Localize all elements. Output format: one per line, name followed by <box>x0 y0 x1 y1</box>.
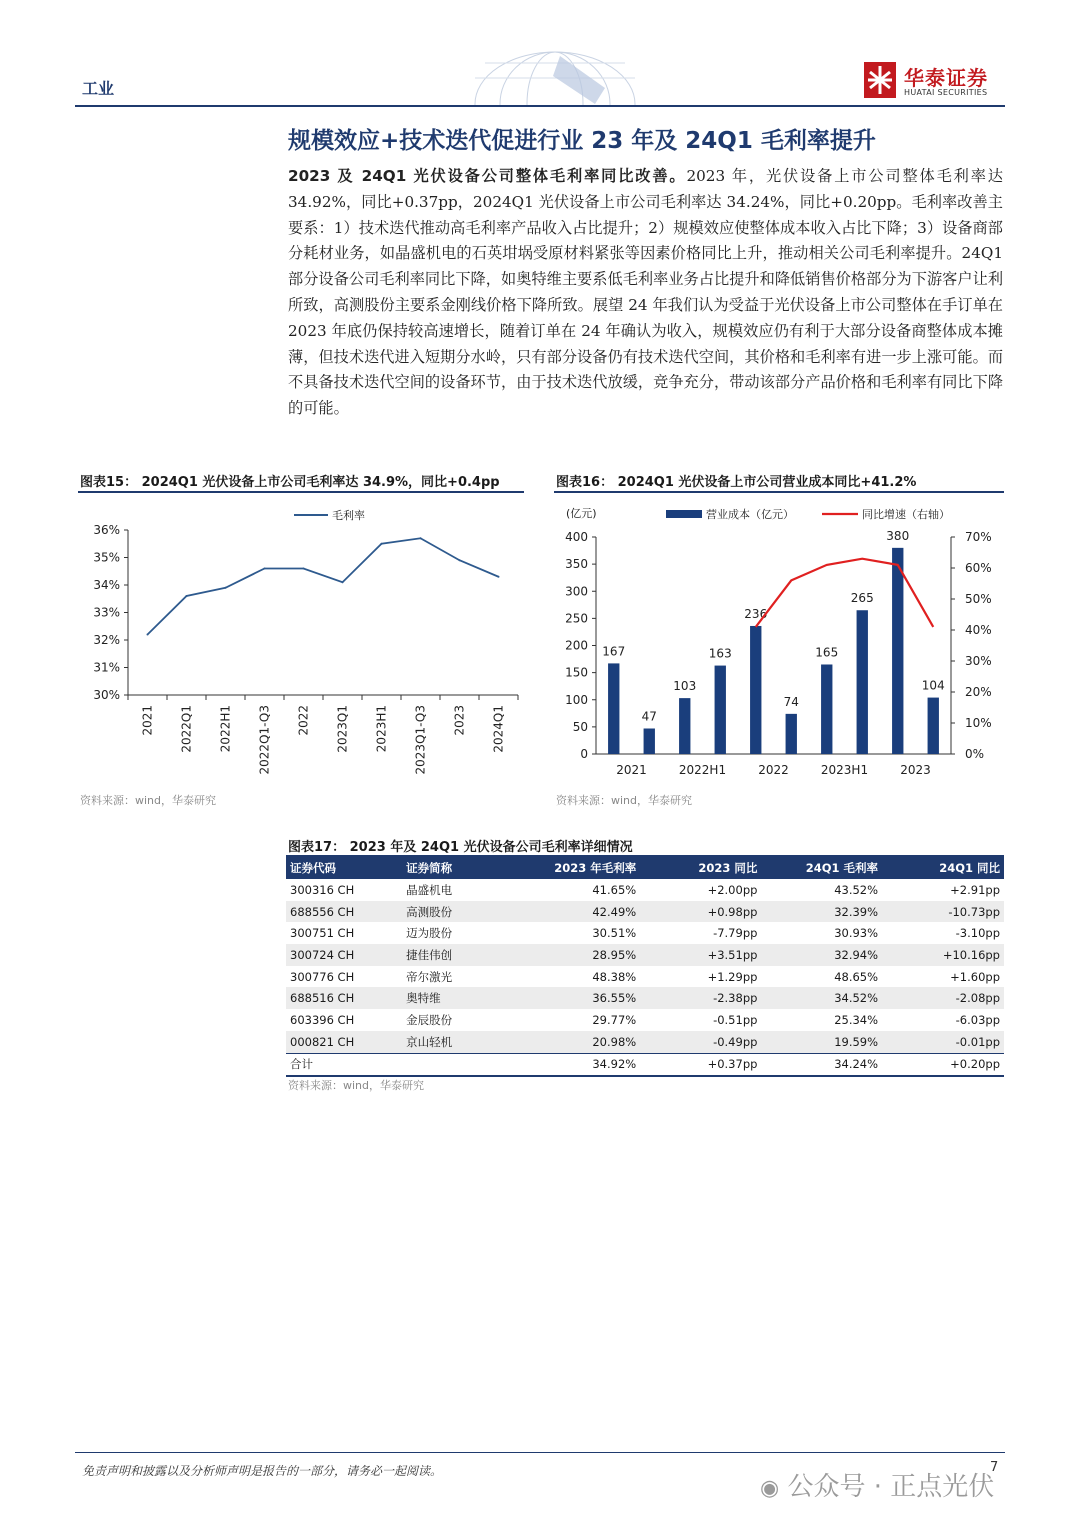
x-tick-label: 2021 <box>140 705 155 736</box>
x-tick-label: 2022H1 <box>218 705 233 753</box>
cell-name: 捷佳伟创 <box>402 944 515 966</box>
table-row <box>286 1031 1004 1053</box>
fig16-combo-chart <box>554 498 1004 780</box>
x-tick-label: 2023Q1-Q3 <box>413 705 428 775</box>
total-cell-code: 合计 <box>286 1053 402 1076</box>
y-tick-label: 32% <box>93 633 120 647</box>
data-point <box>225 587 227 589</box>
x-tick-label: 2022Q1-Q3 <box>257 705 272 775</box>
x-tick-label: 2023 <box>452 705 467 736</box>
cell-2023-yoy: -0.49pp <box>640 1031 761 1053</box>
y2-tick-label: 0% <box>965 747 985 761</box>
cell-name: 晶盛机电 <box>406 882 453 897</box>
data-label: 265 <box>850 591 874 606</box>
cell-24q1-margin: 30.93% <box>834 926 879 941</box>
cell-24q1-yoy: -10.73pp <box>882 901 1004 923</box>
cell-2023-margin: 41.65% <box>592 882 637 897</box>
data-point <box>459 559 461 561</box>
data-label: 163 <box>708 646 732 661</box>
col-header-24q1-yoy: 24Q1 同比 <box>882 857 1004 879</box>
y-tick-label: 33% <box>93 605 120 620</box>
fig15-title: 图表15： 2024Q1 光伏设备上市公司毛利率达 34.9%，同比+0.4pp <box>80 475 500 490</box>
data-label: 104 <box>921 678 945 693</box>
x-tick-label: 2023 <box>900 763 931 777</box>
cell-code: 000821 CH <box>286 1031 402 1053</box>
cell-24q1-margin: 32.94% <box>761 944 882 966</box>
x-tick-label: 2022H1 <box>678 763 727 777</box>
y2-tick-label: 40% <box>965 623 992 637</box>
col-header-name: 证券简称 <box>402 857 515 879</box>
x-tick-label: 2023H1 <box>820 763 869 777</box>
x-tick-label: 2022 <box>296 705 311 736</box>
section-title: 规模效应+技术迭代促进行业 23 年及 24Q1 毛利率提升 <box>288 128 876 154</box>
legend-label-bar: 营业成本（亿元） <box>706 508 794 521</box>
cell-24q1-margin: 43.52% <box>834 882 879 897</box>
cell-24q1-margin: 48.65% <box>834 969 879 984</box>
cell-code: 300724 CH <box>286 944 402 966</box>
wechat-icon: ◉ <box>760 1476 780 1501</box>
fig17-title: 图表17： 2023 年及 24Q1 光伏设备公司毛利率详细情况 <box>288 840 633 855</box>
body-lead: 2023 及 24Q1 光伏设备公司整体毛利率同比改善。 <box>288 167 687 185</box>
cell-name: 奥特维 <box>402 987 515 1009</box>
y2-tick-label: 10% <box>965 716 992 730</box>
bar <box>644 729 655 754</box>
cell-2023-yoy: +1.29pp <box>707 969 758 984</box>
col-header-24q1-margin: 24Q1 毛利率 <box>761 857 882 879</box>
cell-24q1-margin: 32.39% <box>761 901 882 923</box>
cell-2023-yoy: -2.38pp <box>640 987 761 1009</box>
y2-tick-label: 30% <box>965 654 992 668</box>
wechat-watermark <box>760 1466 994 1503</box>
table-row <box>286 901 1004 923</box>
cell-name: 金辰股份 <box>406 1012 453 1027</box>
cell-24q1-yoy: +1.60pp <box>950 969 1000 984</box>
x-tick-label: 2023H1 <box>374 705 389 753</box>
cell-2023-margin: 29.77% <box>592 1012 637 1027</box>
table-row <box>286 987 1004 1009</box>
bar <box>857 610 868 754</box>
y2-tick-label: 20% <box>965 685 992 699</box>
fig16-title: 图表16： 2024Q1 光伏设备上市公司营业成本同比+41.2% <box>556 475 917 490</box>
y-tick-label: 35% <box>93 550 120 565</box>
y-tick-label: 250 <box>565 611 588 626</box>
total-cell-24q1-margin: 34.24% <box>761 1053 882 1076</box>
y-tick-label: 200 <box>565 638 588 653</box>
bar <box>679 698 690 754</box>
bar <box>608 663 619 754</box>
cell-name: 迈为股份 <box>406 926 453 941</box>
data-label: 74 <box>783 694 799 709</box>
total-cell-2023-yoy: +0.37pp <box>640 1053 761 1076</box>
cell-24q1-yoy: -0.01pp <box>882 1031 1004 1053</box>
body-paragraph <box>288 164 1003 422</box>
cell-code: 300751 CH <box>290 926 355 941</box>
cell-24q1-margin: 25.34% <box>834 1012 879 1027</box>
fig16-title-rule <box>554 491 1004 493</box>
logo-mark-icon <box>864 62 896 98</box>
cell-2023-yoy: +0.98pp <box>640 901 761 923</box>
y-tick-label: 350 <box>565 557 588 572</box>
fig15-title-rule <box>78 491 524 493</box>
cell-24q1-margin: 34.52% <box>761 987 882 1009</box>
y-tick-label: 30% <box>93 688 120 702</box>
y-tick-label: 300 <box>565 584 588 599</box>
fig15-line-chart <box>78 498 526 780</box>
data-label: 380 <box>886 528 910 543</box>
cell-2023-yoy: -7.79pp <box>713 926 758 941</box>
body-text: 2023 年，光伏设备上市公司整体毛利率达 34.92%，同比+0.37pp，2024Q1 光伏设备上市公司毛利率达 34.24%，同比+0.20pp。毛利率改善主要系：1）技术迭代推动高毛利率产品收入占比提升；2）规模效应使整体成本收入占比下降；3）设备商部分耗材业务，如晶盛机电的石英坩埚受原材料紧张等因素价格同比上升，推动相关公司毛利率提升。24Q1 部分设备公司毛利率同比下降，如奥特维主要系低毛利率业务占比提升和降低销售价格部分为下游客户让利所致，高测股份主要系金刚线价格下降所致。展望 24 年我们认为受益于光伏设备上市公司整体在手订单在 2023 年底仍保持较高速增长，随着订单在 24 年确认为收入，规模效应仍有利于大部分设备商整体成本摊薄，但技术迭代进入短期分水岭，只有部分设备仍有技术迭代空间，其价格和毛利率有进一步上涨可能。而不具备技术迭代空间的设备环节，由于技术迭代放缓，竞争充分，带动该部分产品价格和毛利率有同比下降的可能。 <box>288 167 1003 418</box>
col-header-2023-yoy: 2023 同比 <box>640 857 761 879</box>
x-tick-label: 2023Q1 <box>335 705 350 753</box>
series-line-yoy <box>756 559 934 627</box>
cell-code: 688556 CH <box>286 901 402 923</box>
bar <box>750 626 761 754</box>
globe-decoration <box>455 48 655 106</box>
cell-code: 300316 CH <box>290 882 355 897</box>
total-cell-24q1-yoy: +0.20pp <box>882 1053 1004 1076</box>
y2-tick-label: 70% <box>965 530 992 544</box>
table-row <box>286 922 1004 944</box>
data-point <box>498 576 500 578</box>
footer-disclaimer: 免责声明和披露以及分析师声明是报告的一部分，请务必一起阅读。 <box>82 1464 443 1478</box>
series-line-毛利率 <box>148 538 499 634</box>
table-body <box>286 879 1004 1076</box>
cell-2023-margin: 36.55% <box>515 987 640 1009</box>
y-tick-label: 36% <box>93 523 120 537</box>
y2-tick-label: 50% <box>965 592 992 606</box>
total-cell-name <box>402 1053 515 1076</box>
cell-name: 京山轻机 <box>402 1031 515 1053</box>
legend-label: 毛利率 <box>332 509 365 522</box>
y2-tick-label: 60% <box>965 561 992 575</box>
x-tick-label: 2022 <box>758 763 789 777</box>
x-tick-label: 2024Q1 <box>491 705 506 753</box>
bar <box>821 664 832 754</box>
data-point <box>420 537 422 539</box>
data-point <box>264 568 266 570</box>
bar <box>786 714 797 754</box>
fig16-source: 资料来源：wind，华泰研究 <box>556 794 693 807</box>
bar <box>892 548 903 754</box>
cell-24q1-yoy: +2.91pp <box>950 882 1000 897</box>
header-rule <box>75 105 1005 107</box>
cell-24q1-yoy: -6.03pp <box>955 1012 1000 1027</box>
logo-cn-text: 华泰证券 <box>904 66 988 90</box>
data-point <box>186 595 188 597</box>
cell-code: 603396 CH <box>290 1012 355 1027</box>
table-row <box>286 1009 1004 1031</box>
data-point <box>342 581 344 583</box>
y-tick-label: 34% <box>93 578 120 592</box>
x-tick-label: 2022Q1 <box>179 705 194 753</box>
cell-2023-yoy: +3.51pp <box>640 944 761 966</box>
data-label: 165 <box>815 645 839 660</box>
cell-2023-margin: 20.98% <box>515 1031 640 1053</box>
bar <box>928 698 939 754</box>
y-tick-label: 50 <box>572 719 588 734</box>
col-header-code: 证券代码 <box>286 857 402 879</box>
cell-code: 688516 CH <box>286 987 402 1009</box>
table-header-row <box>286 857 1004 879</box>
data-label: 167 <box>602 644 626 659</box>
cell-24q1-margin: 19.59% <box>761 1031 882 1053</box>
cell-name: 帝尔激光 <box>406 969 453 984</box>
y-tick-label: 100 <box>565 692 588 707</box>
y-tick-label: 150 <box>565 665 588 680</box>
cell-2023-margin: 28.95% <box>515 944 640 966</box>
cell-2023-yoy: -0.51pp <box>713 1012 758 1027</box>
y-tick-label: 0 <box>580 747 588 761</box>
total-cell-2023-margin: 34.92% <box>515 1053 640 1076</box>
sector-label: 工业 <box>82 79 115 98</box>
data-point <box>303 568 305 570</box>
cell-2023-margin: 30.51% <box>592 926 637 941</box>
x-tick-label: 2021 <box>616 763 647 777</box>
table-row <box>286 966 1004 988</box>
data-label: 103 <box>673 679 697 694</box>
bar <box>715 666 726 754</box>
table-row <box>286 944 1004 966</box>
cell-code: 300776 CH <box>290 969 355 984</box>
cell-name: 高测股份 <box>402 901 515 923</box>
col-header-2023-margin: 2023 年毛利率 <box>515 857 640 879</box>
data-point <box>147 634 149 636</box>
cell-2023-margin: 48.38% <box>592 969 637 984</box>
cell-2023-margin: 42.49% <box>515 901 640 923</box>
cell-2023-yoy: +2.00pp <box>707 882 758 897</box>
fig15-source: 资料来源：wind，华泰研究 <box>80 794 217 807</box>
watermark-text: 公众号 · 正点光伏 <box>787 1472 995 1502</box>
data-label: 47 <box>641 709 657 724</box>
cell-24q1-yoy: +10.16pp <box>882 944 1004 966</box>
footer-rule <box>75 1452 1005 1453</box>
legend-swatch-bar <box>666 510 702 518</box>
table-row <box>286 879 1004 901</box>
huatai-logo <box>864 62 1004 102</box>
y-tick-label: 400 <box>565 530 588 544</box>
y-axis-unit: (亿元) <box>566 507 597 520</box>
table-total-row <box>286 1053 1004 1076</box>
fig17-source: 资料来源：wind，华泰研究 <box>288 1079 425 1092</box>
legend-label-line: 同比增速（右轴） <box>862 508 950 521</box>
page-number: 7 <box>990 1460 999 1475</box>
logo-en-text: HUATAI SECURITIES <box>904 88 988 97</box>
cell-24q1-yoy: -2.08pp <box>882 987 1004 1009</box>
data-point <box>381 543 383 545</box>
cell-24q1-yoy: -3.10pp <box>955 926 1000 941</box>
y-tick-label: 31% <box>93 660 120 675</box>
data-label: 236 <box>744 606 768 621</box>
margin-detail-table <box>286 857 1004 1077</box>
